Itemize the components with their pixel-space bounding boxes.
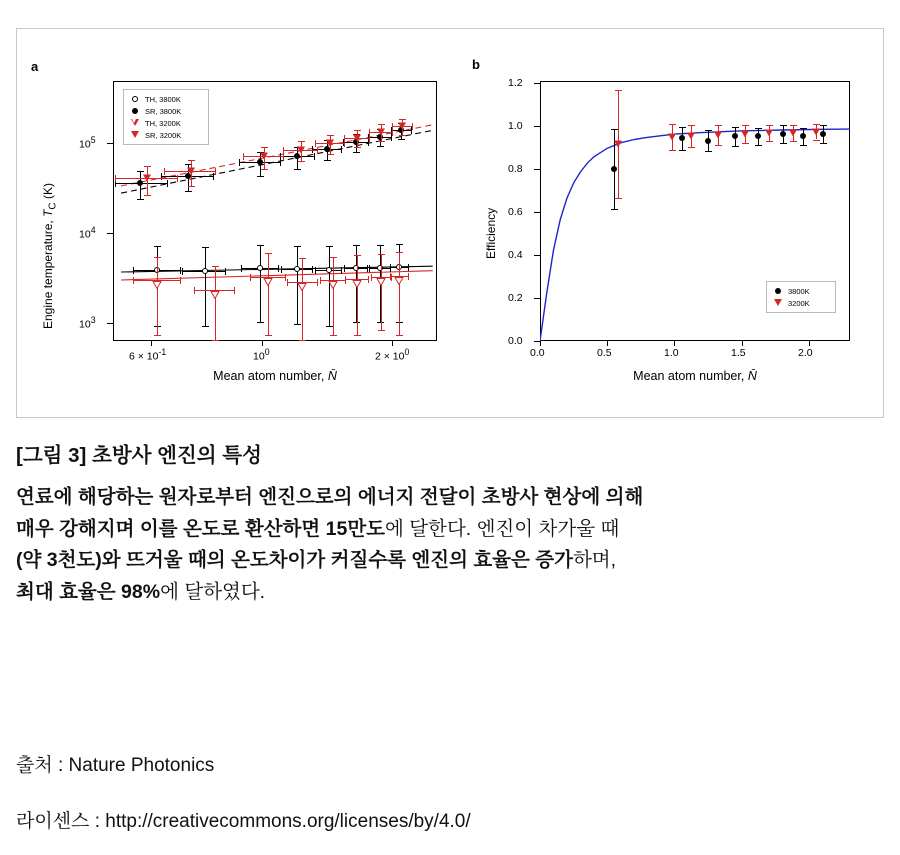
error-bar-cap <box>281 266 282 273</box>
error-bar-cap <box>679 127 686 128</box>
error-bar-cap <box>144 166 151 167</box>
error-bar-vertical <box>157 257 158 336</box>
error-bar-vertical <box>268 253 269 335</box>
panel-b-xtick-mark <box>540 341 541 346</box>
panel-a-data-layer <box>113 81 437 341</box>
data-point-filled-circle <box>800 133 806 139</box>
panel-b-xtick-1: 0.5 <box>597 347 612 359</box>
error-bar-cap <box>287 279 288 286</box>
error-bar-cap <box>396 252 403 253</box>
error-bar-cap <box>715 145 722 146</box>
data-point-filled-triangle <box>812 128 820 135</box>
source-text: 출처 : Nature Photonics <box>16 755 215 776</box>
error-bar-cap <box>324 160 331 161</box>
error-bar-cap <box>182 268 183 275</box>
error-bar-cap <box>202 326 209 327</box>
error-bar-cap <box>369 129 370 136</box>
error-bar-cap <box>317 147 318 154</box>
data-point-filled-triangle <box>741 131 749 138</box>
panel-b-ytick-3: 0.6 <box>508 206 523 218</box>
error-bar-cap <box>326 326 333 327</box>
error-bar-cap <box>314 153 315 160</box>
error-bar-cap <box>283 147 284 154</box>
data-point-filled-circle <box>257 159 263 165</box>
error-bar-cap <box>790 141 797 142</box>
error-bar-cap <box>390 264 391 271</box>
error-bar-cap <box>396 335 403 336</box>
panel-b-ytick-4: 0.8 <box>508 163 523 175</box>
error-bar-cap <box>378 141 385 142</box>
data-point-filled-triangle <box>260 153 268 160</box>
error-bar-cap <box>715 125 722 126</box>
data-point-filled-triangle <box>668 134 676 141</box>
legend-label: 3800K <box>788 286 810 296</box>
data-point-open-triangle <box>353 275 362 283</box>
error-bar-cap <box>669 150 676 151</box>
error-bar-cap <box>732 146 739 147</box>
error-bar-cap <box>188 160 195 161</box>
caption-block <box>16 438 884 608</box>
error-bar-cap <box>320 277 321 284</box>
error-bar-cap <box>353 152 360 153</box>
error-bar-cap <box>294 246 301 247</box>
error-bar-cap <box>265 253 272 254</box>
data-point-filled-triangle <box>765 130 773 137</box>
error-bar-cap <box>344 265 345 272</box>
error-bar-cap <box>611 129 618 130</box>
data-point-open-triangle <box>298 278 307 286</box>
error-bar-cap <box>212 266 219 267</box>
error-bar-cap <box>180 277 181 284</box>
error-bar-cap <box>813 124 820 125</box>
data-point-filled-circle <box>755 133 761 139</box>
data-point-filled-triangle <box>398 123 406 130</box>
panel-b-xtick-mark <box>742 341 743 346</box>
panel-b-xtick-mark <box>809 341 810 346</box>
panel-b-data-layer <box>540 81 850 341</box>
panel-b-xtick-mark <box>674 341 675 346</box>
error-bar-cap <box>188 186 195 187</box>
error-bar-cap <box>780 125 787 126</box>
error-bar-cap <box>800 128 807 129</box>
data-point-filled-triangle <box>187 167 195 174</box>
error-bar-cap <box>330 257 337 258</box>
error-bar-cap <box>790 125 797 126</box>
data-point-filled-triangle <box>297 147 305 154</box>
data-point-filled-triangle <box>614 140 622 147</box>
fit-line <box>540 81 850 341</box>
panel-b-ytick-5: 1.0 <box>508 120 523 132</box>
caption-line-4-bold: 최대 효율은 98% <box>16 580 161 603</box>
data-point-filled-triangle <box>143 175 151 182</box>
figure-panels <box>17 29 883 417</box>
error-bar-cap <box>239 159 240 166</box>
data-point-filled-circle <box>780 131 786 137</box>
panel-b-ytick-2: 0.4 <box>508 249 523 261</box>
error-bar-cap <box>390 273 391 280</box>
error-bar-cap <box>185 191 192 192</box>
data-point-open-triangle <box>211 286 220 294</box>
data-point-open-triangle <box>328 276 337 284</box>
error-bar-cap <box>412 123 413 130</box>
data-point-open-triangle <box>376 273 385 281</box>
error-bar-cap <box>688 125 695 126</box>
error-bar-cap <box>326 246 333 247</box>
panel-b-xtick-3: 1.5 <box>731 347 746 359</box>
error-bar-cap <box>299 258 306 259</box>
error-bar-cap <box>377 245 384 246</box>
error-bar-cap <box>133 267 134 274</box>
legend-label: SR, 3200K <box>145 130 182 140</box>
error-bar-cap <box>299 340 306 341</box>
error-bar-cap <box>780 143 787 144</box>
panel-a-ytick-1e3: $10^3$ <box>79 315 96 331</box>
error-bar-cap <box>615 90 622 91</box>
data-point-open-circle <box>202 268 208 274</box>
panel-b <box>450 29 883 417</box>
error-bar-vertical <box>205 247 206 325</box>
error-bar-cap <box>312 266 313 273</box>
error-bar-cap <box>371 274 372 281</box>
error-bar-cap <box>144 195 151 196</box>
error-bar-cap <box>353 245 360 246</box>
error-bar-vertical <box>381 254 382 330</box>
panel-b-ytick-0: 0.0 <box>508 335 523 347</box>
error-bar-cap <box>377 146 384 147</box>
panel-b-ytick-6: 1.2 <box>508 77 523 89</box>
error-bar-cap <box>250 274 251 281</box>
error-bar-vertical <box>399 252 400 335</box>
error-bar-cap <box>354 335 361 336</box>
panel-a-xtick-mark <box>262 341 263 346</box>
legend-label: 3200K <box>788 298 810 308</box>
error-bar-cap <box>164 168 165 175</box>
error-bar-cap <box>315 140 316 147</box>
error-bar-cap <box>261 147 268 148</box>
panel-a-xlabel: Mean atom number, N̄ <box>213 369 337 383</box>
caption-line-2-regular: 에 달한다. 엔진이 차가울 때 <box>385 517 620 540</box>
error-bar-cap <box>800 145 807 146</box>
panel-a-ytick-1e5: $10^5$ <box>79 135 96 151</box>
error-bar-cap <box>378 254 385 255</box>
error-bar-cap <box>705 130 712 131</box>
error-bar-cap <box>378 124 385 125</box>
panel-b-xtick-2: 1.0 <box>664 347 679 359</box>
error-bar-cap <box>137 171 144 172</box>
error-bar-cap <box>368 276 369 283</box>
error-bar-cap <box>369 265 370 272</box>
error-bar-cap <box>257 176 264 177</box>
data-point-filled-circle <box>294 153 300 159</box>
data-point-open-circle <box>294 266 300 272</box>
panel-a <box>17 29 450 417</box>
error-bar-cap <box>327 135 334 136</box>
error-bar-cap <box>679 150 686 151</box>
legend-label: TH, 3800K <box>145 94 181 104</box>
error-bar-cap <box>398 139 405 140</box>
error-bar-cap <box>265 335 272 336</box>
caption-line-4-regular: 에 달하였다. <box>160 580 266 603</box>
error-bar-cap <box>137 199 144 200</box>
panel-a-label: a <box>31 59 39 74</box>
data-point-filled-circle <box>137 180 143 186</box>
caption-line-3-bold: (약 3천도)와 뜨거울 때의 온도차이가 커질수록 엔진의 효율은 증가 <box>16 549 573 572</box>
panel-a-ylabel: Engine temperature, $T_C$ (K) <box>41 183 59 329</box>
error-bar-cap <box>278 265 279 272</box>
error-bar-cap <box>154 257 161 258</box>
error-bar-cap <box>298 161 305 162</box>
panel-a-xtick-mark <box>151 341 152 346</box>
error-bar-vertical <box>260 245 261 321</box>
data-point-filled-circle <box>611 166 617 172</box>
error-bar-cap <box>611 209 618 210</box>
error-bar-cap <box>280 159 281 166</box>
error-bar-cap <box>820 125 827 126</box>
error-bar-cap <box>615 198 622 199</box>
caption-body <box>16 482 884 608</box>
panel-b-xtick-4: 2.0 <box>798 347 813 359</box>
panel-b-ytick-1: 0.2 <box>508 292 523 304</box>
data-point-open-triangle <box>153 276 162 284</box>
error-bar-cap <box>154 246 161 247</box>
error-bar-cap <box>241 265 242 272</box>
data-point-filled-circle <box>732 133 738 139</box>
panel-b-xtick-0: 0.0 <box>530 347 545 359</box>
error-bar-cap <box>344 135 345 142</box>
data-point-filled-circle <box>820 131 826 137</box>
error-bar-cap <box>345 276 346 283</box>
figure-container <box>16 28 884 418</box>
data-point-filled-triangle <box>714 132 722 139</box>
error-bar-vertical <box>215 266 216 340</box>
error-bar-cap <box>367 265 368 272</box>
error-bar-cap <box>243 153 244 160</box>
error-bar-cap <box>688 147 695 148</box>
error-bar-cap <box>705 151 712 152</box>
error-bar-cap <box>212 340 219 341</box>
error-bar-cap <box>225 268 226 275</box>
error-bar-cap <box>766 125 773 126</box>
error-bar-vertical <box>333 257 334 336</box>
error-bar-cap <box>213 173 214 180</box>
error-bar-cap <box>813 140 820 141</box>
panel-b-ylabel: Efficiency <box>484 207 498 259</box>
error-bar-cap <box>202 247 209 248</box>
error-bar-cap <box>820 143 827 144</box>
legend-label: TH, 3200K <box>145 118 181 128</box>
error-bar-cap <box>341 146 342 153</box>
caption-line-1: 연료에 해당하는 원자로부터 엔진으로의 에너지 전달이 초방사 현상에 의해 <box>16 486 644 508</box>
error-bar-cap <box>177 175 178 182</box>
error-bar-cap <box>399 135 406 136</box>
data-point-filled-triangle <box>377 128 385 135</box>
error-bar-cap <box>408 264 409 271</box>
panel-a-ytick-1e4: $10^4$ <box>79 225 96 241</box>
error-bar-cap <box>315 267 316 274</box>
data-point-filled-triangle <box>789 130 797 137</box>
error-bar-cap <box>294 324 301 325</box>
error-bar-cap <box>215 168 216 175</box>
fit-line <box>113 81 437 341</box>
data-point-open-triangle <box>264 273 273 281</box>
error-bar-cap <box>742 125 749 126</box>
error-bar-cap <box>257 322 264 323</box>
error-bar-cap <box>669 124 676 125</box>
caption-line-2-bold: 매우 강해지며 이를 온도로 환산하면 15만도 <box>16 517 386 540</box>
caption-line-3-regular: 하며, <box>572 549 617 572</box>
error-bar-cap <box>283 153 284 160</box>
error-bar-cap <box>408 273 409 280</box>
error-bar-cap <box>755 128 762 129</box>
error-bar-cap <box>154 335 161 336</box>
panel-a-xtick-1: $10^0$ <box>253 347 270 363</box>
error-bar-cap <box>298 141 305 142</box>
error-bar-cap <box>327 154 334 155</box>
data-point-filled-triangle <box>687 133 695 140</box>
error-bar-cap <box>392 123 393 130</box>
error-bar-cap <box>742 143 749 144</box>
data-point-filled-circle <box>705 138 711 144</box>
caption-title: [그림 3] 초방사 엔진의 특성 <box>16 444 262 467</box>
error-bar-cap <box>194 287 195 294</box>
data-point-filled-triangle <box>326 140 334 147</box>
panel-a-xtick-2: $2 \times 10^0$ <box>375 347 410 363</box>
panel-a-xtick-mark <box>392 341 393 346</box>
error-bar-cap <box>115 175 116 182</box>
license-text[interactable]: 라이센스 : http://creativecommons.org/licenses/by/4.0/ <box>16 811 471 832</box>
error-bar-cap <box>378 330 385 331</box>
error-bar-cap <box>369 135 370 142</box>
data-point-open-circle <box>257 265 263 271</box>
panel-b-label: b <box>472 57 480 72</box>
panel-b-xlabel: Mean atom number, N̄ <box>633 369 757 383</box>
error-bar-cap <box>354 255 361 256</box>
error-bar-cap <box>354 130 361 131</box>
error-bar-cap <box>330 335 337 336</box>
error-bar-cap <box>755 145 762 146</box>
error-bar-cap <box>317 279 318 286</box>
data-point-open-triangle <box>395 272 404 280</box>
panel-a-xtick-0: $6 \times 10^{-1}$ <box>129 347 167 363</box>
data-point-filled-triangle <box>353 134 361 141</box>
error-bar-cap <box>180 267 181 274</box>
error-bar-cap <box>257 245 264 246</box>
error-bar-cap <box>234 287 235 294</box>
error-bar-cap <box>167 180 168 187</box>
error-bar-cap <box>396 244 403 245</box>
error-bar-cap <box>294 169 301 170</box>
data-point-open-circle <box>326 267 332 273</box>
error-bar-cap <box>766 141 773 142</box>
panel-b-xtick-mark <box>607 341 608 346</box>
data-point-filled-circle <box>679 135 685 141</box>
legend-label: SR, 3800K <box>145 106 182 116</box>
error-bar-cap <box>133 277 134 284</box>
error-bar-cap <box>732 127 739 128</box>
error-bar-cap <box>399 119 406 120</box>
error-bar-cap <box>341 267 342 274</box>
error-bar-vertical <box>302 258 303 341</box>
error-bar-cap <box>354 147 361 148</box>
error-bar-cap <box>261 169 268 170</box>
error-bar-vertical <box>357 255 358 335</box>
